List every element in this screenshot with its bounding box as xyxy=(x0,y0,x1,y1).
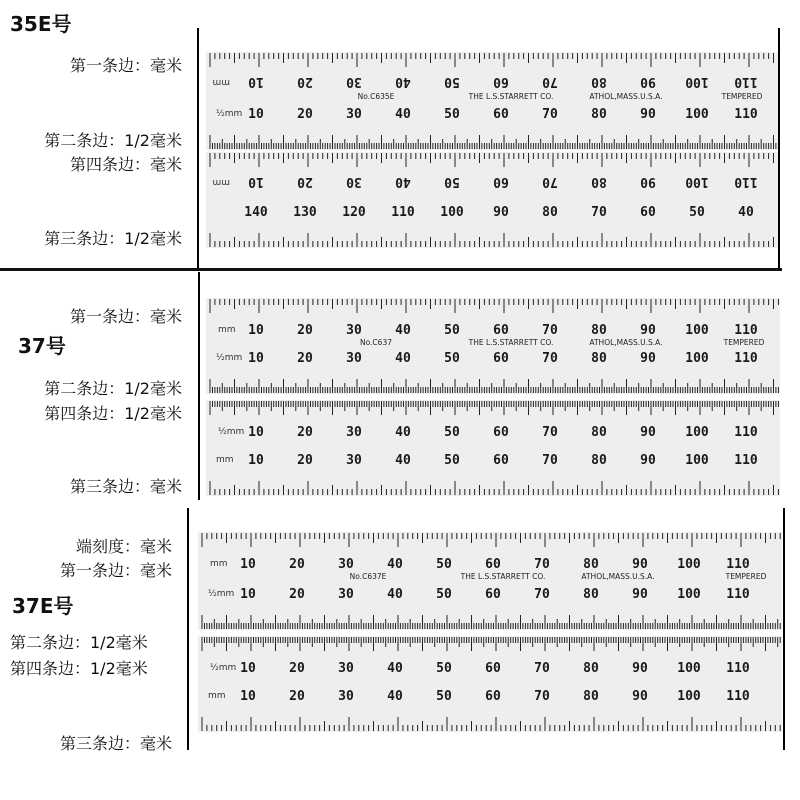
scale-number: 70 xyxy=(542,351,558,366)
unit-label: mm xyxy=(212,177,230,187)
scale-number: 80 xyxy=(583,557,599,572)
scale-number: 40 xyxy=(395,425,411,440)
scale-number: 80 xyxy=(591,453,607,468)
scale-number: 140 xyxy=(244,205,268,220)
ruler-strip xyxy=(206,298,780,394)
scale-number: 90 xyxy=(632,557,648,572)
scale-number: 40 xyxy=(395,174,411,189)
label-edge-1: 第一条边：毫米 xyxy=(69,56,182,75)
scale-number: 50 xyxy=(444,74,460,89)
scale-number: 10 xyxy=(248,174,264,189)
scale-number: 10 xyxy=(240,557,256,572)
scale-number: 110 xyxy=(726,689,750,704)
label-edge-4: 第四条边：1/2毫米 xyxy=(44,404,182,423)
scale-number: 70 xyxy=(534,689,550,704)
scale-number: 20 xyxy=(289,661,305,676)
scale-number: 30 xyxy=(338,689,354,704)
label-edge-4: 第四条边：毫米 xyxy=(69,155,182,174)
unit-label: ½mm xyxy=(216,353,243,363)
scale-number: 80 xyxy=(591,351,607,366)
scale-number: 80 xyxy=(583,661,599,676)
scale-number: 30 xyxy=(346,174,362,189)
scale-number: 100 xyxy=(677,587,701,602)
scale-number: 110 xyxy=(734,107,758,122)
scale-number: 80 xyxy=(583,689,599,704)
ruler-scale-svg xyxy=(206,298,780,394)
imprint-text: ATHOL,MASS.U.S.A. xyxy=(581,572,655,581)
imprint-text: No.C637 xyxy=(359,338,393,347)
scale-number: 40 xyxy=(395,351,411,366)
imprint-text: ATHOL,MASS.U.S.A. xyxy=(589,338,663,347)
scale-number: 70 xyxy=(534,661,550,676)
scale-number: 100 xyxy=(677,557,701,572)
scale-number: 80 xyxy=(583,587,599,602)
imprint-text: ATHOL,MASS.U.S.A. xyxy=(589,92,663,101)
scale-number: 120 xyxy=(342,205,366,220)
ruler-strip xyxy=(198,532,782,630)
label-end-scale: 端刻度：毫米 xyxy=(75,537,172,556)
label-edge-1: 第一条边：毫米 xyxy=(69,307,182,326)
scale-number: 50 xyxy=(444,323,460,338)
label-edge-3: 第三条边：1/2毫米 xyxy=(44,229,182,248)
scale-number: 100 xyxy=(677,661,701,676)
scale-number: 20 xyxy=(289,587,305,602)
unit-label: mm xyxy=(210,559,228,569)
unit-label: mm xyxy=(208,691,226,701)
scale-number: 60 xyxy=(493,323,509,338)
scale-number: 70 xyxy=(542,107,558,122)
scale-number: 50 xyxy=(436,661,452,676)
scale-number: 50 xyxy=(436,557,452,572)
scale-number: 40 xyxy=(387,557,403,572)
label-edge-3: 第三条边：毫米 xyxy=(69,477,182,496)
scale-number: 110 xyxy=(726,661,750,676)
scale-number: 60 xyxy=(485,661,501,676)
scale-number: 40 xyxy=(395,453,411,468)
imprint-text: No.C637E xyxy=(349,572,387,581)
scale-number: 10 xyxy=(248,351,264,366)
scale-number: 90 xyxy=(632,689,648,704)
imprint-text: TEMPERED xyxy=(721,92,763,101)
scale-number: 70 xyxy=(542,453,558,468)
divider-vertical-right xyxy=(783,508,785,750)
scale-number: 20 xyxy=(297,425,313,440)
model-title-37e: 37E号 xyxy=(12,594,74,618)
scale-number: 80 xyxy=(542,205,558,220)
scale-number: 30 xyxy=(338,557,354,572)
scale-number: 100 xyxy=(685,174,709,189)
scale-number: 40 xyxy=(395,107,411,122)
scale-number: 90 xyxy=(640,107,656,122)
imprint-text: THE L.S.STARRETT CO. xyxy=(468,92,554,101)
scale-number: 20 xyxy=(289,689,305,704)
ruler-strip xyxy=(198,636,782,732)
scale-number: 100 xyxy=(685,425,709,440)
imprint-text: TEMPERED xyxy=(725,572,767,581)
divider-vertical xyxy=(197,28,199,268)
scale-number: 20 xyxy=(297,174,313,189)
scale-number: 10 xyxy=(240,661,256,676)
scale-number: 110 xyxy=(734,453,758,468)
scale-number: 70 xyxy=(591,205,607,220)
scale-number: 30 xyxy=(346,74,362,89)
imprint-text: THE L.S.STARRETT CO. xyxy=(468,338,554,347)
scale-number: 100 xyxy=(440,205,464,220)
scale-number: 60 xyxy=(493,174,509,189)
scale-number: 70 xyxy=(542,174,558,189)
scale-number: 20 xyxy=(289,557,305,572)
ruler-scale-svg xyxy=(198,532,782,630)
label-edge-2: 第二条边：1/2毫米 xyxy=(44,379,182,398)
scale-number: 110 xyxy=(726,557,750,572)
scale-number: 10 xyxy=(248,323,264,338)
scale-number: 20 xyxy=(297,107,313,122)
unit-label: mm xyxy=(212,77,230,87)
scale-number: 10 xyxy=(240,587,256,602)
scale-number: 20 xyxy=(297,74,313,89)
scale-number: 110 xyxy=(734,174,758,189)
ruler-strip xyxy=(206,52,778,150)
unit-label: ½mm xyxy=(216,109,243,119)
unit-label: ½mm xyxy=(218,427,245,437)
model-title-37: 37号 xyxy=(18,334,66,358)
scale-number: 20 xyxy=(297,323,313,338)
scale-number: 90 xyxy=(493,205,509,220)
scale-number: 50 xyxy=(436,587,452,602)
scale-number: 100 xyxy=(677,689,701,704)
scale-number: 90 xyxy=(640,74,656,89)
scale-number: 30 xyxy=(338,587,354,602)
scale-number: 80 xyxy=(591,323,607,338)
scale-number: 90 xyxy=(632,661,648,676)
scale-number: 30 xyxy=(338,661,354,676)
ruler-scale-svg xyxy=(206,52,778,150)
scale-number: 50 xyxy=(444,425,460,440)
scale-number: 90 xyxy=(640,453,656,468)
imprint-text: TEMPERED xyxy=(723,338,765,347)
label-edge-4: 第四条边：1/2毫米 xyxy=(10,659,148,678)
scale-number: 50 xyxy=(444,107,460,122)
scale-number: 100 xyxy=(685,107,709,122)
scale-number: 40 xyxy=(387,689,403,704)
model-title-35e: 35E号 xyxy=(10,12,72,36)
scale-number: 80 xyxy=(591,425,607,440)
scale-number: 60 xyxy=(493,425,509,440)
scale-number: 60 xyxy=(493,107,509,122)
divider-vertical xyxy=(187,508,189,750)
scale-number: 60 xyxy=(485,689,501,704)
ruler-strip xyxy=(206,400,780,496)
scale-number: 90 xyxy=(640,425,656,440)
scale-number: 110 xyxy=(734,74,758,89)
scale-number: 90 xyxy=(640,174,656,189)
scale-number: 100 xyxy=(685,323,709,338)
scale-number: 70 xyxy=(534,587,550,602)
label-edge-2: 第二条边：1/2毫米 xyxy=(44,131,182,150)
scale-number: 130 xyxy=(293,205,317,220)
scale-number: 110 xyxy=(734,425,758,440)
scale-number: 100 xyxy=(685,351,709,366)
scale-number: 80 xyxy=(591,107,607,122)
scale-number: 70 xyxy=(542,74,558,89)
scale-number: 50 xyxy=(689,205,705,220)
scale-number: 40 xyxy=(387,587,403,602)
scale-number: 70 xyxy=(534,557,550,572)
label-edge-2: 第二条边：1/2毫米 xyxy=(10,633,148,652)
scale-number: 30 xyxy=(346,425,362,440)
scale-number: 20 xyxy=(297,453,313,468)
unit-label: mm xyxy=(216,455,234,465)
scale-number: 10 xyxy=(248,107,264,122)
scale-number: 50 xyxy=(444,351,460,366)
scale-number: 60 xyxy=(485,587,501,602)
divider-vertical xyxy=(198,272,200,500)
scale-number: 10 xyxy=(248,74,264,89)
unit-label: ½mm xyxy=(208,589,235,599)
scale-number: 70 xyxy=(542,323,558,338)
scale-number: 20 xyxy=(297,351,313,366)
scale-number: 90 xyxy=(640,351,656,366)
scale-number: 40 xyxy=(395,74,411,89)
scale-number: 40 xyxy=(395,323,411,338)
scale-number: 10 xyxy=(248,453,264,468)
imprint-text: No.C635E xyxy=(357,92,395,101)
scale-number: 10 xyxy=(248,425,264,440)
scale-number: 40 xyxy=(387,661,403,676)
scale-number: 30 xyxy=(346,453,362,468)
scale-number: 100 xyxy=(685,453,709,468)
scale-number: 50 xyxy=(436,689,452,704)
scale-number: 50 xyxy=(444,174,460,189)
ruler-scale-svg xyxy=(198,636,782,732)
scale-number: 30 xyxy=(346,107,362,122)
unit-label: ½mm xyxy=(210,663,237,673)
scale-number: 50 xyxy=(444,453,460,468)
label-edge-1: 第一条边：毫米 xyxy=(59,561,172,580)
imprint-text: THE L.S.STARRETT CO. xyxy=(460,572,546,581)
scale-number: 10 xyxy=(240,689,256,704)
scale-number: 110 xyxy=(734,323,758,338)
label-edge-3: 第三条边：毫米 xyxy=(59,734,172,753)
section-separator xyxy=(0,268,782,271)
unit-label: mm xyxy=(218,325,236,335)
scale-number: 80 xyxy=(591,74,607,89)
scale-number: 40 xyxy=(738,205,754,220)
scale-number: 70 xyxy=(542,425,558,440)
scale-number: 30 xyxy=(346,351,362,366)
scale-number: 60 xyxy=(493,74,509,89)
scale-number: 90 xyxy=(640,323,656,338)
scale-number: 60 xyxy=(493,351,509,366)
divider-vertical-right xyxy=(778,28,780,268)
scale-number: 90 xyxy=(632,587,648,602)
scale-number: 110 xyxy=(726,587,750,602)
ruler-strip xyxy=(206,152,778,248)
scale-number: 60 xyxy=(640,205,656,220)
scale-number: 30 xyxy=(346,323,362,338)
scale-number: 110 xyxy=(734,351,758,366)
scale-number: 60 xyxy=(485,557,501,572)
scale-number: 80 xyxy=(591,174,607,189)
ruler-scale-svg xyxy=(206,152,778,248)
scale-number: 110 xyxy=(391,205,415,220)
scale-number: 60 xyxy=(493,453,509,468)
ruler-scale-svg xyxy=(206,400,780,496)
scale-number: 100 xyxy=(685,74,709,89)
